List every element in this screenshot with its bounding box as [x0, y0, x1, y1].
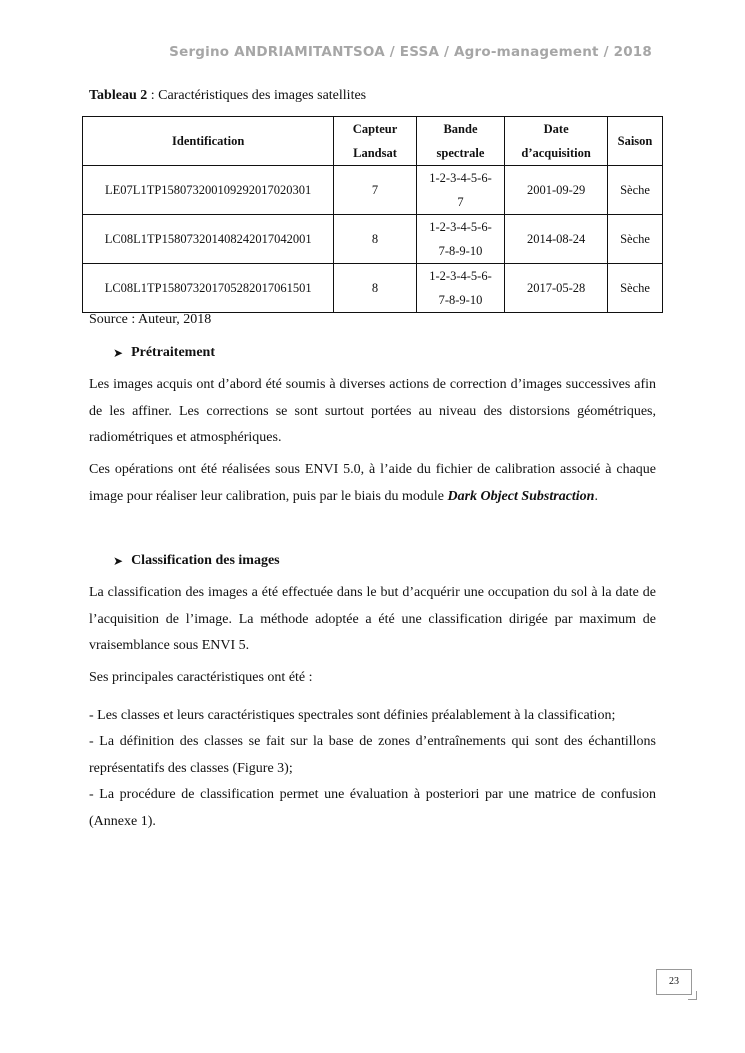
header-saison: Saison: [608, 117, 663, 166]
section-title: Classification des images: [131, 553, 280, 568]
paragraph-pretraitement-1: Les images acquis ont d’abord été soumis à diverses actions de correction d’images successives afin de les affiner. Les corrections se sont surtout portées au niveau des distorsions géométriques, radiométriques et atmosphériques.: [89, 377, 656, 445]
cell-saison: Sèche: [608, 215, 663, 264]
header-date-line1: Date: [543, 122, 569, 136]
table-caption-text: : Caractéristiques des images satellites: [147, 88, 367, 103]
table-row: [83, 166, 663, 215]
header-bande: [416, 117, 505, 166]
page-number: 23: [656, 969, 692, 995]
cell-saison: Sèche: [608, 264, 663, 313]
header-capteur: [334, 117, 416, 166]
list-item: - La procédure de classification permet une évaluation à posteriori par une matrice de confusion (Annexe 1).: [89, 787, 656, 829]
table-caption: [89, 88, 366, 104]
table-row: [83, 264, 663, 313]
header-bande-line2: spectrale: [436, 146, 485, 160]
paragraph-classification-2: Ses principales caractéristiques ont été :: [89, 670, 313, 685]
satellite-images-table: [82, 116, 663, 313]
cell-bande: [416, 264, 505, 313]
cell-identification: LC08L1TP158073201408242017042001: [83, 215, 334, 264]
table-header-row: [83, 117, 663, 166]
cell-date: 2017-05-28: [505, 264, 608, 313]
cell-bande: [416, 166, 505, 215]
list-item: - La définition des classes se fait sur la base de zones d’entraînements qui sont des échantillons représentatifs des classes (Figure 3);: [89, 734, 656, 776]
cell-saison: Sèche: [608, 166, 663, 215]
running-header: Sergino ANDRIAMITANTSOA / ESSA / Agro-management / 2018: [169, 44, 652, 60]
cell-capteur: 8: [334, 264, 416, 313]
cell-bande-line1: 1-2-3-4-5-6-: [429, 220, 492, 234]
arrow-bullet-icon: ➤: [113, 345, 124, 360]
section-title: Prétraitement: [131, 345, 216, 360]
paragraph-pretraitement-2: [89, 457, 656, 510]
cell-date: 2014-08-24: [505, 215, 608, 264]
header-capteur-line2: Landsat: [353, 146, 397, 160]
cell-capteur: 8: [334, 215, 416, 264]
header-capteur-line1: Capteur: [352, 122, 398, 136]
paragraph-text: Ces opérations ont été réalisées sous ENVI 5.0, à l’aide du fichier de calibration associé à chaque image pour réaliser leur calibration, puis par le biais du module: [89, 462, 656, 504]
cell-date: 2001-09-29: [505, 166, 608, 215]
list-item: - Les classes et leurs caractéristiques spectrales sont définies préalablement à la classification;: [89, 708, 616, 723]
cell-bande: [416, 215, 505, 264]
cell-bande-line2: 7-8-9-10: [438, 293, 483, 307]
section-heading-pretraitement: [113, 345, 215, 361]
section-heading-classification: [113, 553, 280, 569]
cell-bande-line2: 7-8-9-10: [438, 244, 483, 258]
table-row: [83, 215, 663, 264]
arrow-bullet-icon: ➤: [113, 553, 124, 568]
cell-bande-line1: 1-2-3-4-5-6-: [429, 171, 492, 185]
cell-bande-line2: 7: [457, 195, 464, 209]
paragraph-classification-1: La classification des images a été effectuée dans le but d’acquérir une occupation du sol à la date de l’acquisition de l’image. La méthode adoptée a été une classification dirigée par maximum de vraisemblance sous ENVI 5.: [89, 585, 656, 653]
paragraph-end: .: [594, 488, 598, 504]
table-caption-label: Tableau 2: [89, 88, 148, 103]
header-bande-line1: Bande: [443, 122, 478, 136]
cell-identification: LE07L1TP158073200109292017020301: [83, 166, 334, 215]
cell-bande-line1: 1-2-3-4-5-6-: [429, 269, 492, 283]
cell-identification: LC08L1TP158073201705282017061501: [83, 264, 334, 313]
table-source: Source : Auteur, 2018: [89, 312, 212, 327]
cell-capteur: 7: [334, 166, 416, 215]
header-identification: Identification: [83, 117, 334, 166]
module-name: Dark Object Substraction: [447, 488, 595, 504]
header-date: [505, 117, 608, 166]
header-date-line2: d’acquisition: [521, 146, 591, 160]
